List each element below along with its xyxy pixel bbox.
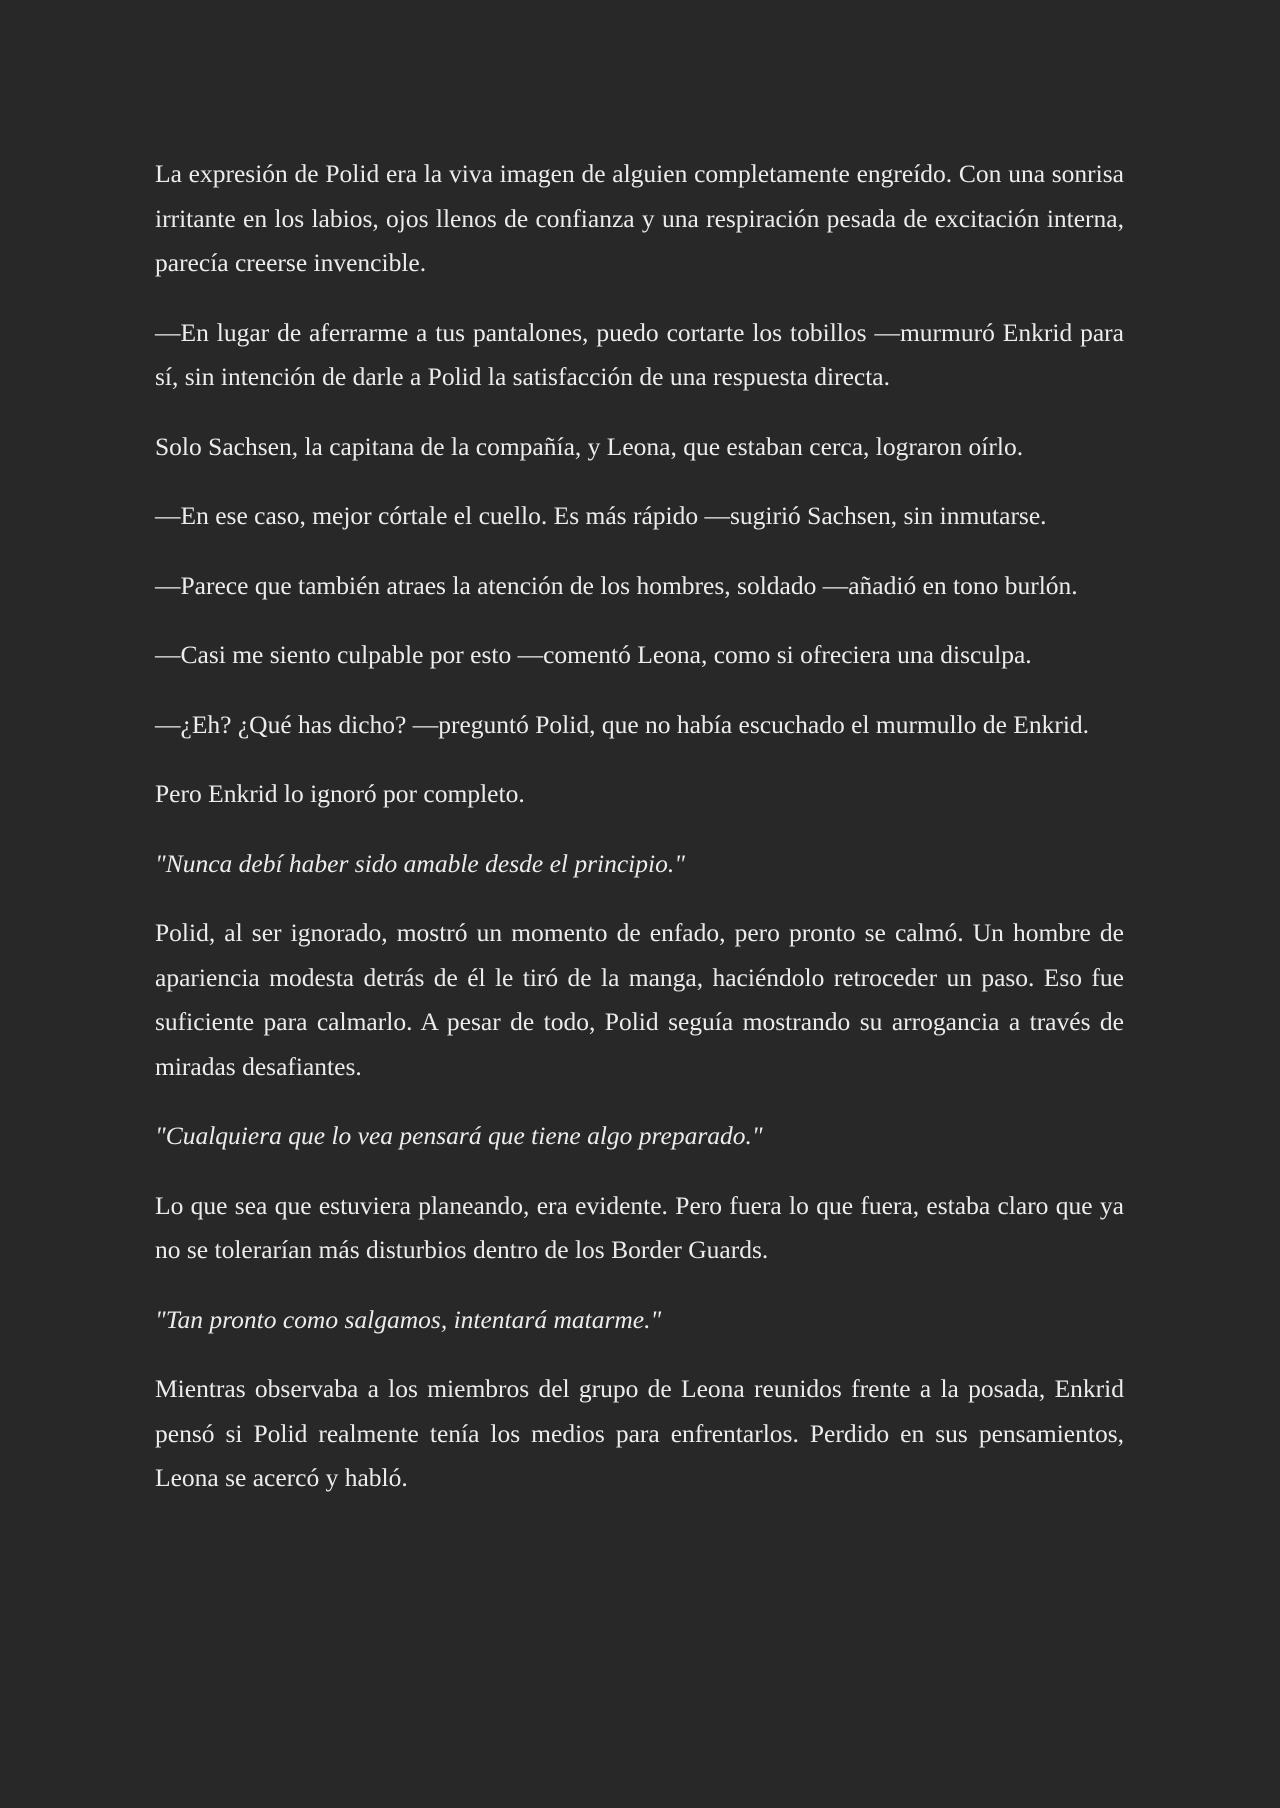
paragraph: —En ese caso, mejor córtale el cuello. Es más rápido —sugirió Sachsen, sin inmutarse. [155, 501, 1047, 530]
paragraph: La expresión de Polid era la viva imagen de alguien completamente engreído. Con una sonrisa irritante en los labios, ojos llenos de confianza y una respiración pesada de excitación interna, parecía creerse invencible. [155, 159, 1124, 277]
paragraph: —¿Eh? ¿Qué has dicho? —preguntó Polid, que no había escuchado el murmullo de Enkrid. [155, 709, 1090, 739]
thought-paragraph: "Nunca debí haber sido amable desde el principio." [155, 848, 685, 878]
paragraph: Polid, al ser ignorado, mostró un momento de enfado, pero pronto se calmó. Un hombre de apariencia modesta detrás de él le tiró de la manga, haciéndolo retroceder un paso. Eso fue suficiente para calmarlo. A pesar de todo, Polid seguía mostrando su arrogancia a través de miradas desafiantes. [155, 918, 1124, 1081]
paragraph: —Parece que también atraes la atención de los hombres, soldado —añadió en tono burlón. [155, 570, 1078, 600]
paragraph: Solo Sachsen, la capitana de la compañía, y Leona, que estaban cerca, lograron oírlo. [155, 431, 1024, 461]
reader-content [155, 152, 1124, 1526]
paragraph: —Casi me siento culpable por esto —comentó Leona, como si ofreciera una disculpa. [155, 640, 1032, 669]
paragraph: Pero Enkrid lo ignoró por completo. [155, 779, 525, 808]
thought-paragraph: "Cualquiera que lo vea pensará que tiene algo preparado." [155, 1121, 763, 1150]
paragraph: Mientras observaba a los miembros del grupo de Leona reunidos frente a la posada, Enkrid pensó si Polid realmente tenía los medios para enfrentarlos. Perdido en sus pensamientos, Leona se acercó y habló. [155, 1374, 1124, 1492]
paragraph: Lo que sea que estuviera planeando, era evidente. Pero fuera lo que fuera, estaba claro que ya no se tolerarían más disturbios dentro de los Border Guards. [155, 1190, 1124, 1264]
paragraph: —En lugar de aferrarme a tus pantalones, puedo cortarte los tobillos —murmuró Enkrid para sí, sin intención de darle a Polid la satisfacción de una respuesta directa. [155, 317, 1124, 391]
thought-paragraph: "Tan pronto como salgamos, intentará matarme." [155, 1304, 662, 1334]
